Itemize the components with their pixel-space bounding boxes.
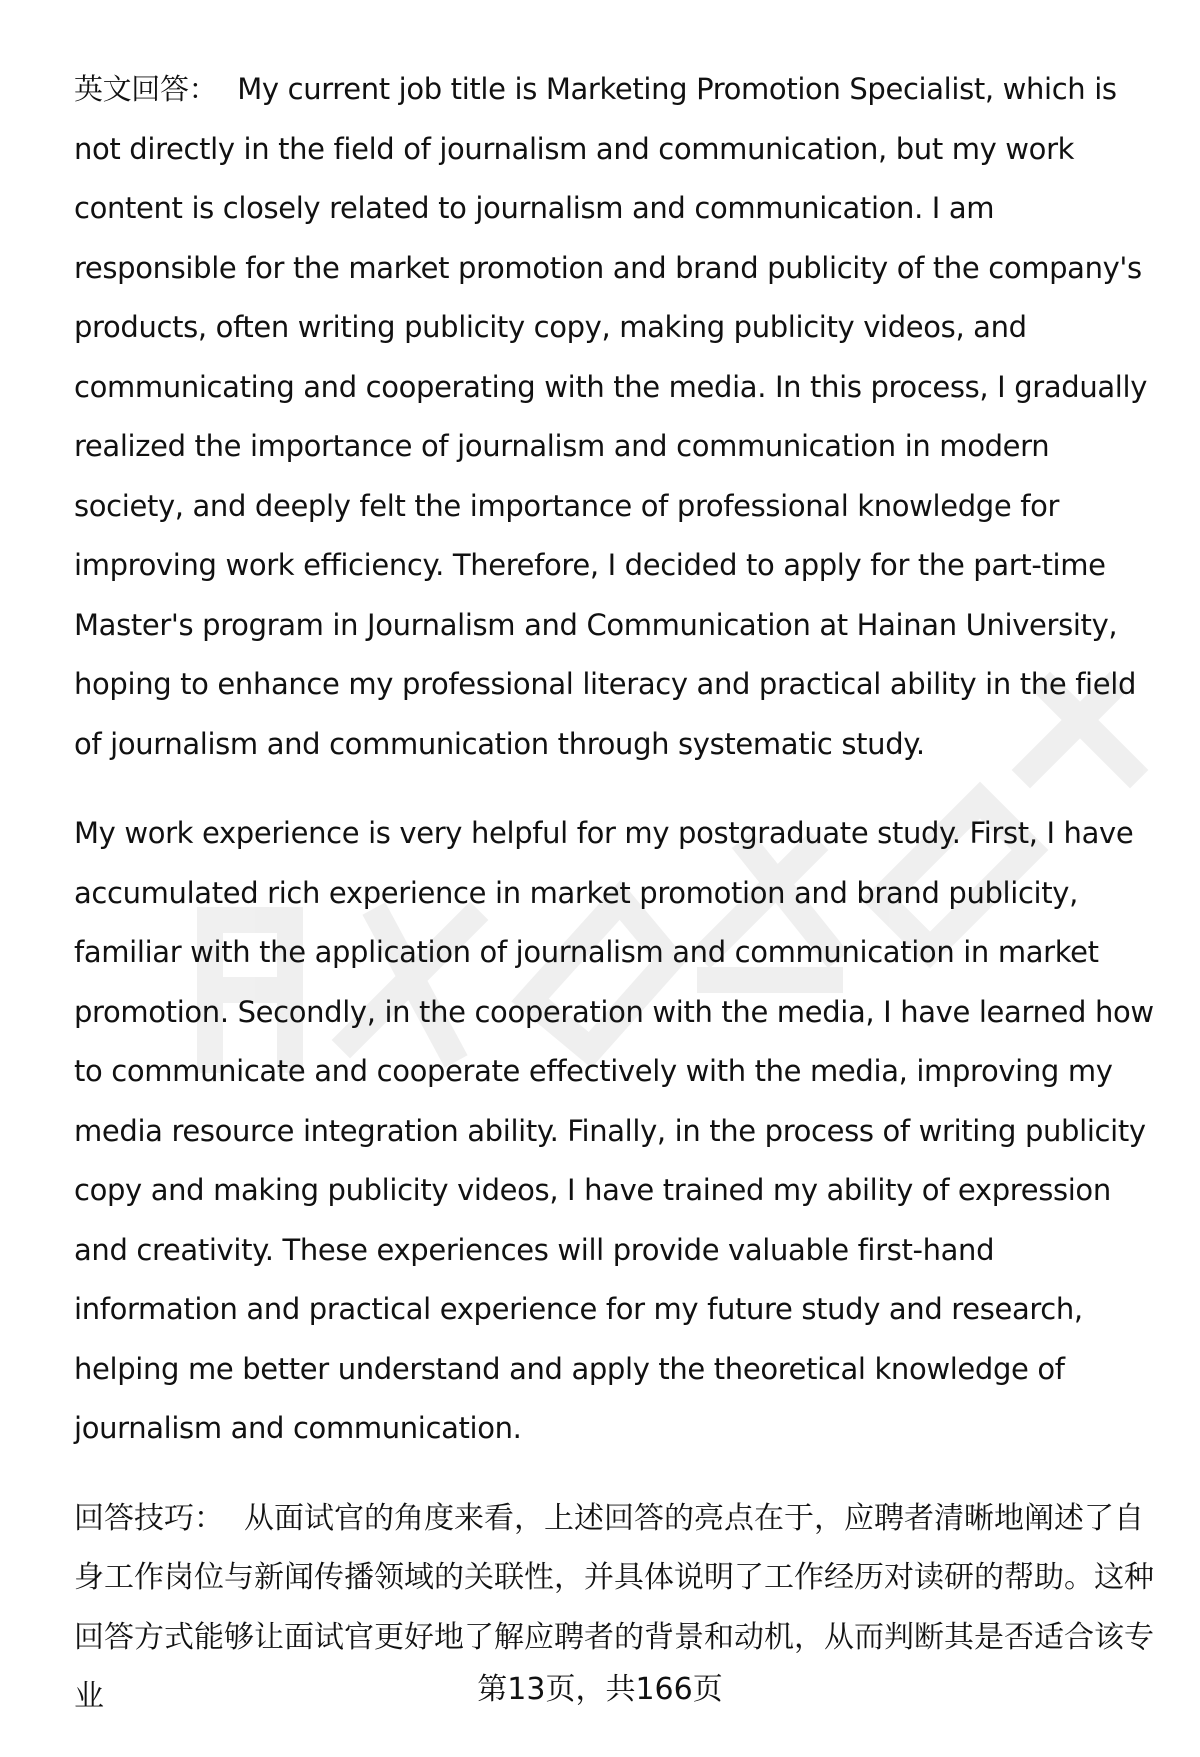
answer-en-paragraph-2: My work experience is very helpful for my postgraduate study. First, I have accumulated rich experience in market promotion and brand publicity, familiar with the application of journalism and communication in market promotion. Secondly, in the cooperation with the media, I have learned how to communicate and cooperate effectively with the media, improving my media resource integration ability. Finally, in the process of writing publicity copy and making publicity videos, I have trained my ability of expression and creativity. These experiences will provide valuable first-hand information and practical experience for my future study and research, helping me better understand and apply the theoretical knowledge of journalism and communication. <box>74 816 1154 1445</box>
tips-text: 从面试官的角度来看，上述回答的亮点在于，应聘者清晰地阐述了自身工作岗位与新闻传播领域的关联性，并具体说明了工作经历对读研的帮助。这种回答方式能够让面试官更好地了解应聘者的背景和动机，从而判断其是否适合该专业 <box>74 1500 1154 1714</box>
answer-en-paragraph-1 <box>74 60 1164 774</box>
answer-en-text-1: My current job title is Marketing Promotion Specialist, which is not directly in the field of journalism and communication, but my work content is closely related to journalism and communication. I am responsible for the market promotion and brand publicity of the company's products, often writing publicity copy, making publicity videos, and communicating and cooperating with the media. In this process, I gradually realized the importance of journalism and communication in modern society, and deeply felt the importance of professional knowledge for improving work efficiency. Therefore, I decided to apply for the part-time Master's program in Journalism and Communication at Hainan University, hoping to enhance my professional literacy and practical ability in the field of journalism and communication through systematic study. <box>74 72 1148 761</box>
answer-en-label: 英文回答： <box>74 72 218 106</box>
page-indicator: 第13页，共166页 <box>477 1672 723 1707</box>
document-body <box>74 60 1164 1757</box>
tips-label: 回答技巧： <box>74 1500 224 1536</box>
